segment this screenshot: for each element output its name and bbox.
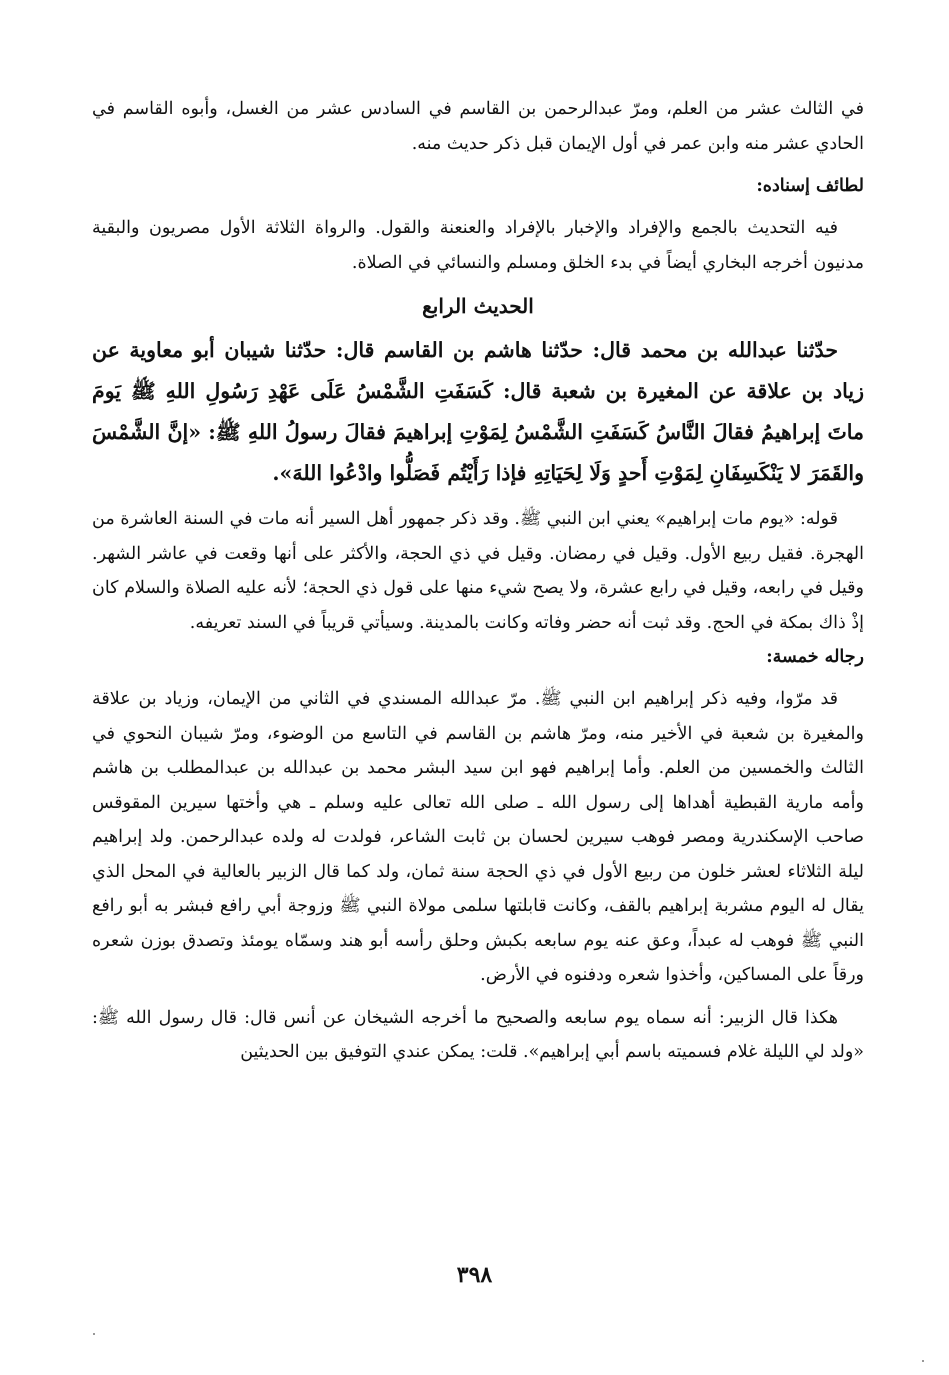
- final-paragraph: هكذا قال الزبير: أنه سماه يوم سابعه والصحيح ما أخرجه الشيخان عن أنس قال: قال رسول الله ﷺ: «ولد لي الليلة غلام فسميته باسم أبي إبراهيم». قلت: يمكن عندي التوفيق بين الحديثين: [92, 1007, 864, 1062]
- isnad-heading: لطائف إسناده:: [756, 176, 864, 196]
- scan-speck: [93, 1333, 95, 1335]
- page-body: [92, 92, 864, 1070]
- section-title: الحديث الرابع: [422, 294, 534, 318]
- rijal-paragraph: قد مرّوا، وفيه ذكر إبراهيم ابن النبي ﷺ. مرّ عبدالله المسندي في الثاني من الإيمان، وزياد بن علاقة والمغيرة بن شعبة في الأخير منه، ومرّ هاشم بن القاسم في التاسع من الوضوء، ومرّ شيبان النحوي في الثالث والخمسين من العلم. وأما إبراهيم فهو ابن سيد البشر محمد بن عبدالله بن عبدالمطلب بن هاشم وأمه مارية القبطية أهداها إلى رسول الله ـ صلى الله تعالى عليه وسلم ـ هي وأختها سيرين المقوقس صاحب الإسكندرية ومصر فوهب سيرين لحسان بن ثابت الشاعر، فولدت له ولده عبدالرحمن. ولد إبراهيم ليلة الثلاثاء لعشر خلون من ربيع الأول في ذي الحجة سنة ثمان، ولد كما قال الزبير بالعالية في المحل الذي يقال له اليوم مشربة إبراهيم بالقف، وكانت قابلتها سلمى مولاة النبي ﷺ وزوجة أبي رافع فبشر به أبو رافع النبي ﷺ فوهب له عبداً، وعق عنه يوم سابعه بكبش وحلق رأسه أبو هند وسمّاه يومئذ وتصدق بوزن شعره ورقاً على المساكين، وأخذوا شعره ودفنوه في الأرض.: [92, 689, 864, 985]
- hadith-text: حدّثنا عبدالله بن محمد قال: حدّثنا هاشم بن القاسم قال: حدّثنا شيبان أبو معاوية عن زياد بن علاقة عن المغيرة بن شعبة قال: كَسَفَتِ الشَّمْسُ عَلَى عَهْدِ رَسُولِ اللهِ ﷺ يَومَ ماتَ إبراهيمُ فقالَ النَّاسُ كَسَفَتِ الشَّمْسُ لِمَوْتِ إبراهيمَ فقالَ رسولُ اللهِ ﷺ: «إنَّ الشَّمْسَ والقَمَرَ لا يَنْكَسِفَانِ لِمَوْتِ أَحدٍ وَلَا لِحَيَاتِهِ فإذا رَأَيْتُم فَصَلُّوا وادْعُوا اللهَ».: [92, 338, 864, 485]
- commentary-paragraph: قوله: «يوم مات إبراهيم» يعني ابن النبي ﷺ. وقد ذكر جمهور أهل السير أنه مات في السنة العاشرة من الهجرة. فقيل ربيع الأول. وقيل في رمضان. وقيل في ذي الحجة، والأكثر على أنها وقعت في عاشر الشهر. وقيل في رابعه، وقيل في رابع عشرة، ولا يصح شيء منها على قول ذي الحجة؛ لأنه عليه الصلاة والسلام كان إذْ ذاك بمكة في الحج. وقد ثبت أنه حضر وفاته وكانت بالمدينة. وسيأتي قريباً في السند تعريفه.: [92, 509, 864, 633]
- scan-speck: [922, 1360, 924, 1362]
- isnad-paragraph: فيه التحديث بالجمع والإفراد والإخبار بالإفراد والعنعنة والقول. والرواة الثلاثة الأول مصريون والبقية مدنيون أخرجه البخاري أيضاً في بدء الخلق ومسلم والنسائي في الصلاة.: [92, 218, 864, 273]
- intro-paragraph: في الثالث عشر من العلم، ومرّ عبدالرحمن بن القاسم في السادس عشر من الغسل، وأبوه القاسم في الحادي عشر منه وابن عمر في أول الإيمان قبل ذكر حديث منه.: [92, 99, 864, 154]
- page-number: ٣٩٨: [456, 1262, 493, 1288]
- rijal-heading: رجاله خمسة:: [766, 647, 864, 667]
